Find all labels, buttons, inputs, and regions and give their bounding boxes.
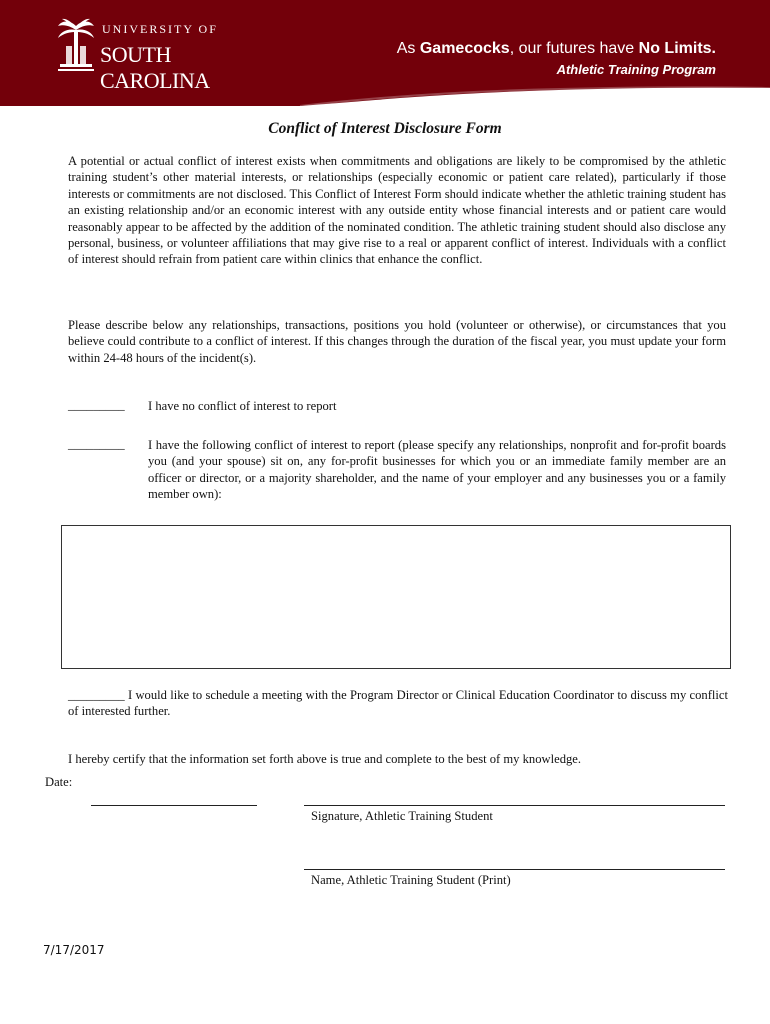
form-title: Conflict of Interest Disclosure Form	[268, 120, 502, 137]
conflict-details-box[interactable]	[61, 525, 731, 669]
date-label: Date:	[45, 775, 73, 789]
header-slogan	[397, 40, 716, 58]
meeting-request: _________ I would like to schedule a meeting with the Program Director or Clinical Education Coordinator to discuss my conflict of interested further.	[68, 688, 728, 719]
footer-date: 7/17/2017	[43, 943, 105, 957]
program-name: Athletic Training Program	[556, 62, 716, 77]
certification-statement: I hereby certify that the information set forth above is true and complete to the best of my knowledge.	[68, 752, 582, 766]
has-conflict-blank[interactable]: _________	[68, 437, 125, 451]
no-conflict-blank[interactable]: _________	[68, 398, 125, 412]
logo-main-text: SOUTH CAROLINA	[100, 42, 210, 93]
slogan-emphasis: Gamecocks	[419, 40, 510, 57]
has-conflict-option: I have the following conflict of interest to report (please specify any relationships, nonprofit and for-profit boards you (and your spouse) sit on, any for-profit businesses for which you or an immediate family member are an officer or director, or a majority shareholder, and the name of your employer and any businesses you or a family member own):	[148, 438, 726, 502]
university-logo	[56, 18, 266, 93]
palmetto-icon	[56, 18, 96, 76]
no-conflict-option: I have no conflict of interest to report	[148, 399, 337, 413]
slogan-emphasis: No Limits.	[638, 40, 716, 57]
date-line[interactable]	[91, 805, 257, 806]
print-name-line[interactable]	[304, 869, 725, 870]
slogan-part: As	[396, 40, 420, 57]
logo-top-text: UNIVERSITY OF	[102, 22, 218, 36]
signature-caption: Signature, Athletic Training Student	[311, 809, 493, 823]
signature-line[interactable]	[304, 805, 725, 806]
print-name-caption: Name, Athletic Training Student (Print)	[311, 873, 511, 887]
slogan-part: , our futures have	[509, 40, 639, 57]
intro-paragraph: A potential or actual conflict of interest exists when commitments and obligations are likely to be compromised by the athletic training student’s other material interests, or relationships (especially economic or patient care related), particularly if those interests or commitments are not disclosed. This Conflict of Interest Form should indicate whether the athletic training student has an existing relationship and/or an economic interest with any outside entity whose financial interests and or patient care would reasonably appear to be affected by the addition of the nominated condition. The athletic training student should also disclose any personal, business, or volunteer affiliations that may give rise to a real or apparent conflict of interest. Individuals with a conflict of interest should refrain from patient care within clinics that enhance the conflict.	[68, 154, 726, 267]
describe-paragraph: Please describe below any relationships, transactions, positions you hold (volunteer or otherwise), or circumstances that you believe could contribute to a conflict of interest. If this changes through the duration of the fiscal year, you must update your form within 24-48 hours of the incident(s).	[68, 318, 726, 365]
